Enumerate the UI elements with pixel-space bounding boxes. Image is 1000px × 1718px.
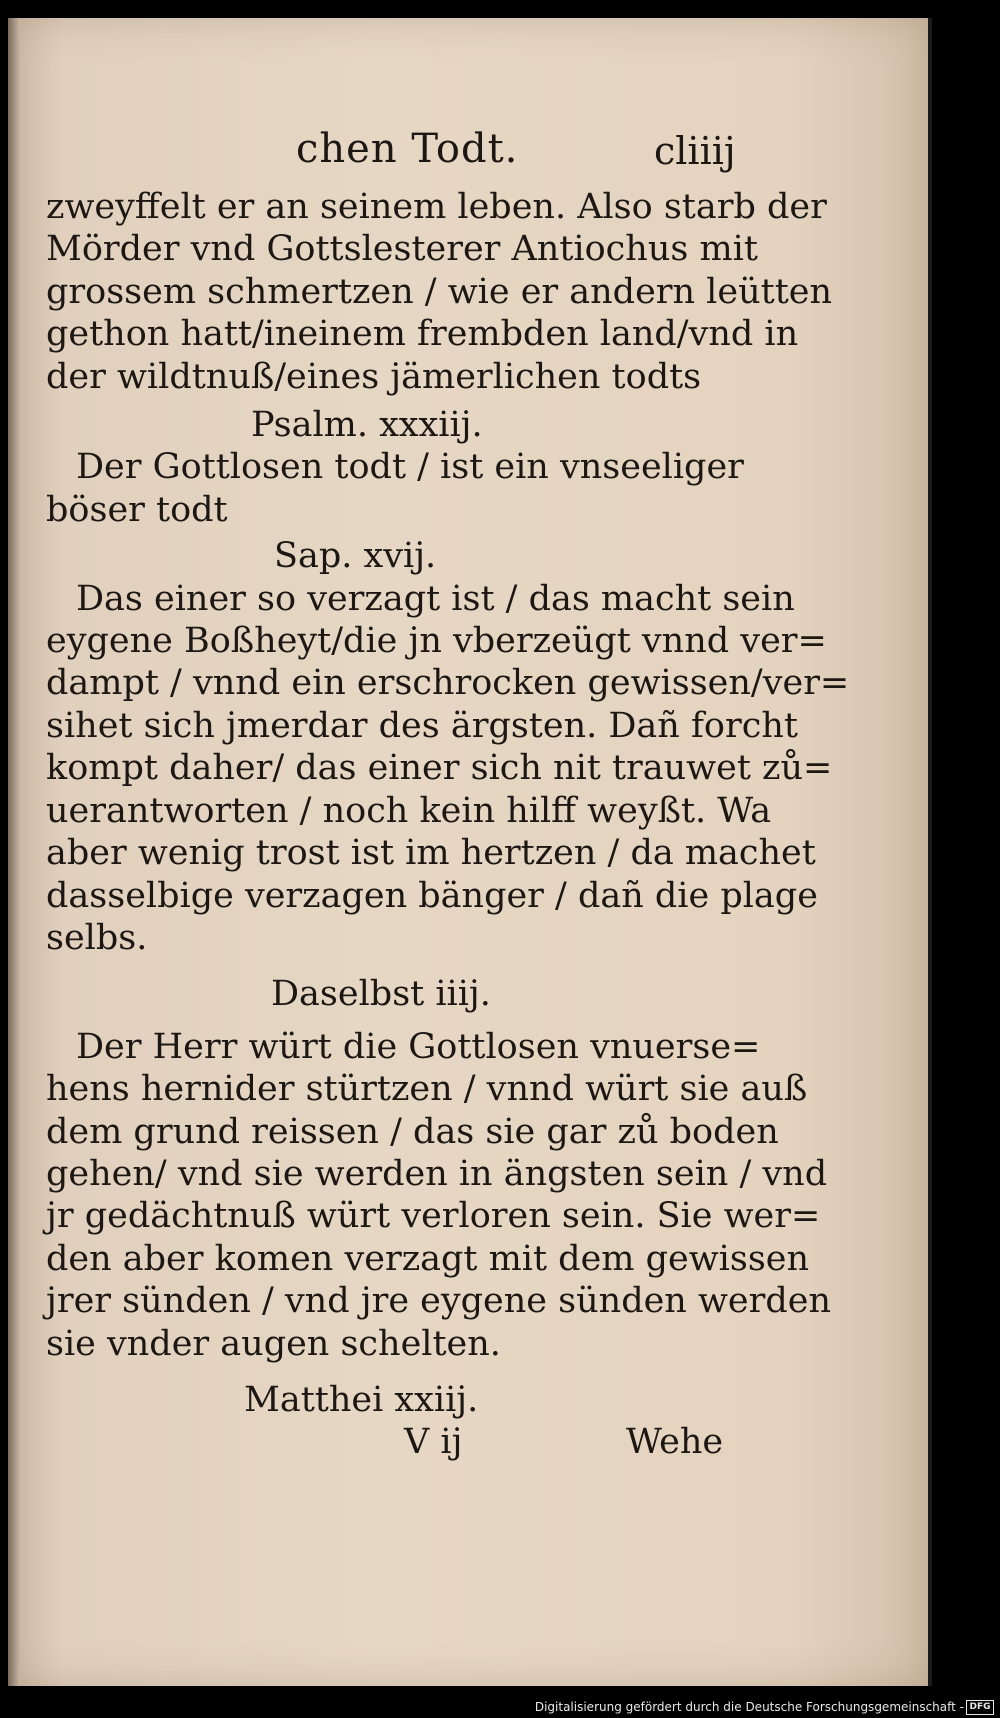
book-page	[8, 18, 932, 1686]
text-line: den aber komen verzagt mit dem gewissen	[46, 1238, 810, 1279]
scripture-reference-matthei: Matthei xxiij.	[244, 1379, 479, 1420]
running-head: chen Todt.	[296, 126, 519, 172]
dfg-logo: DFG	[966, 1700, 994, 1715]
text-line: Der Gottlosen todt / ist ein vnseeliger	[76, 447, 744, 488]
text-line: dem grund reissen / das sie gar zů boden	[46, 1111, 779, 1152]
text-line: dasselbige verzagen bänger / dañ die plage	[46, 875, 818, 916]
text-line: zweyffelt er an seinem leben. Also starb der	[46, 187, 827, 227]
paragraph-psalm	[46, 446, 766, 531]
text-line: gehen/ vnd sie werden in ängsten sein / vnd	[46, 1153, 828, 1194]
text-line: böser todt	[46, 489, 228, 530]
page-text	[46, 118, 850, 1465]
paragraph-sap	[46, 578, 850, 960]
page-gutter	[8, 18, 20, 1686]
text-line: jr gedächtnuß würt verloren sein. Sie wer=	[46, 1196, 821, 1237]
text-line: Der Herr würt die Gottlosen vnuerse=	[76, 1026, 761, 1067]
text-line: Mörder vnd Gottslesterer Antiochus mit	[46, 229, 758, 270]
scripture-reference-psalm: Psalm. xxxiij.	[251, 405, 483, 446]
catchword: Wehe	[626, 1422, 724, 1463]
text-line: jrer sünden / vnd jre eygene sünden werden	[46, 1281, 832, 1322]
text-line: gethon hatt/ineinem frembden land/vnd in	[46, 314, 799, 355]
text-line: sie vnder augen schelten.	[46, 1323, 501, 1364]
funding-notice-bar	[0, 1696, 1000, 1718]
scripture-reference-sap: Sap. xvij.	[274, 536, 437, 577]
text-line: der wildtnuß/eines jämerlichen todts	[46, 356, 702, 397]
folio-number: cliiij	[654, 129, 736, 173]
text-line: hens hernider stürtzen / vnnd würt sie auß	[46, 1069, 808, 1110]
text-line: sihet sich jmerdar des ärgsten. Dañ forcht	[46, 705, 798, 746]
text-line: grossem schmertzen / wie er andern leütten	[46, 271, 833, 312]
text-line: kompt daher/ das einer sich nit trauwet zů=	[46, 748, 833, 789]
funding-notice: Digitalisierung gefördert durch die Deutsche Forschungsgemeinschaft -	[534, 1700, 964, 1714]
scripture-reference-daselbst: Daselbst iiij.	[271, 974, 491, 1015]
text-line: aber wenig trost ist im hertzen / da machet	[46, 833, 816, 874]
paragraph-daselbst	[46, 1026, 832, 1365]
text-line: Das einer so verzagt ist / das macht sein	[76, 578, 795, 619]
page-footer	[46, 1421, 766, 1465]
signature-mark: V ij	[404, 1422, 463, 1463]
page-header	[46, 118, 766, 180]
text-line: uerantworten / noch kein hilff weyßt. Wa	[46, 790, 772, 831]
text-line: eygene Boßheyt/die jn vberzeügt vnnd ver=	[46, 621, 827, 662]
text-line: selbs.	[46, 917, 148, 958]
paragraph-antiochus	[46, 186, 833, 398]
text-line: dampt / vnnd ein erschrocken gewissen/ver=	[46, 663, 850, 704]
